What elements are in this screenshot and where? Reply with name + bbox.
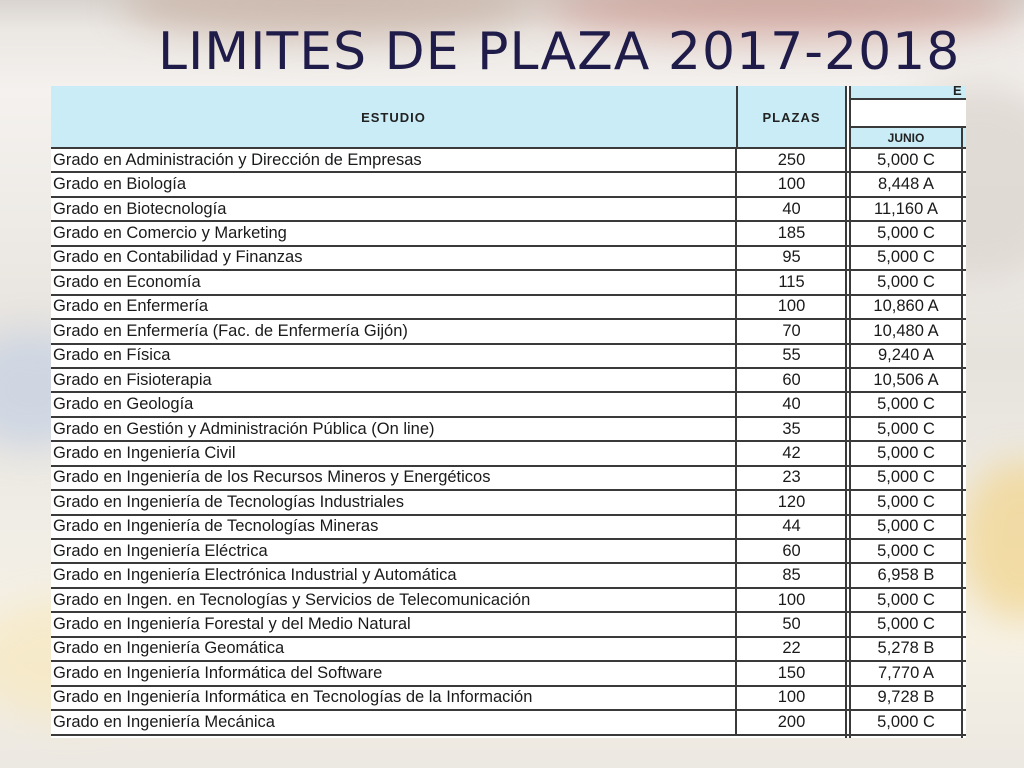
- cell-junio: 5,000 C: [877, 443, 935, 462]
- table-header: [51, 86, 845, 149]
- cell-estudio: Grado en Ingeniería Mecánica: [52, 711, 737, 733]
- table-row: [51, 393, 966, 417]
- cell-plazas: 100: [777, 590, 806, 609]
- table-row: [51, 320, 966, 344]
- cell-plazas: 200: [777, 712, 806, 731]
- cell-plazas: 85: [782, 566, 801, 585]
- cell-plazas: 95: [782, 248, 801, 267]
- cell-plazas: 100: [777, 175, 806, 194]
- header-spacer: [851, 100, 966, 126]
- cell-estudio: Grado en Ingeniería Civil: [52, 442, 737, 464]
- table-row: [51, 296, 966, 320]
- cell-plazas: 35: [782, 419, 801, 438]
- cell-estudio: Grado en Fisioterapia: [52, 369, 737, 391]
- column-header-junio: JUNIO: [887, 130, 925, 145]
- cell-plazas: 50: [782, 615, 801, 634]
- table-row: [51, 662, 966, 686]
- cell-plazas: 70: [782, 321, 801, 340]
- table-row: [51, 687, 966, 711]
- cell-plazas: 44: [782, 517, 801, 536]
- cell-estudio: Grado en Ingeniería Forestal y del Medio Natural: [52, 613, 737, 635]
- table-row: [51, 173, 966, 197]
- plazas-table: [51, 86, 966, 738]
- cell-junio: 5,000 C: [877, 712, 935, 731]
- cell-junio: 5,000 C: [877, 272, 935, 291]
- cell-plazas: 60: [782, 541, 801, 560]
- table-row: [51, 418, 966, 442]
- cell-junio: 5,000 C: [877, 468, 935, 487]
- cell-estudio: Grado en Administración y Dirección de Empresas: [52, 149, 737, 171]
- cell-estudio: Grado en Biología: [52, 173, 737, 195]
- cell-plazas: 115: [778, 272, 805, 291]
- cell-plazas: 250: [777, 150, 806, 169]
- table-row: [51, 638, 966, 662]
- table-body: [51, 149, 966, 736]
- table-row: [51, 516, 966, 540]
- table-row: [51, 247, 966, 271]
- cell-junio: 5,000 C: [877, 492, 935, 511]
- cell-estudio: Grado en Geología: [52, 393, 737, 415]
- page-title: LIMITES DE PLAZA 2017-2018: [158, 22, 961, 82]
- cell-plazas: 40: [782, 395, 801, 414]
- table-row: [51, 442, 966, 466]
- cell-estudio: Grado en Economía: [52, 271, 737, 293]
- cell-junio: 10,506 A: [873, 370, 939, 389]
- table-row: [51, 149, 966, 173]
- cell-junio: 9,240 A: [878, 346, 934, 365]
- cell-estudio: Grado en Ingeniería de Tecnologías Industriales: [52, 491, 737, 513]
- cell-estudio: Grado en Ingeniería Geomática: [52, 638, 737, 660]
- column-header-estudio: ESTUDIO: [51, 86, 738, 149]
- table-row: [51, 540, 966, 564]
- cell-junio: 11,160 A: [874, 199, 938, 218]
- cell-plazas: 55: [782, 346, 801, 365]
- cell-estudio: Grado en Ingeniería Informática del Software: [52, 662, 737, 684]
- cell-junio: 5,278 B: [877, 639, 935, 658]
- cell-plazas: 42: [782, 443, 801, 462]
- table-row: [51, 198, 966, 222]
- cell-junio: 5,000 C: [877, 248, 935, 267]
- cell-plazas: 100: [777, 688, 806, 707]
- cell-estudio: Grado en Ingeniería Informática en Tecnologías de la Información: [52, 687, 737, 709]
- cell-estudio: Grado en Gestión y Administración Pública (On line): [52, 418, 737, 440]
- table-row: [51, 222, 966, 246]
- table-row: [51, 345, 966, 369]
- cell-plazas: 185: [777, 224, 806, 243]
- table-row: [51, 271, 966, 295]
- table-row: [51, 369, 966, 393]
- cell-plazas: 40: [782, 199, 801, 218]
- cell-junio: 5,000 C: [877, 150, 935, 169]
- cell-junio: 5,000 C: [877, 541, 935, 560]
- cell-plazas: 23: [782, 468, 801, 487]
- cell-junio: 5,000 C: [877, 517, 935, 536]
- cell-junio: 8,448 A: [878, 175, 934, 194]
- cell-plazas: 120: [777, 492, 806, 511]
- cell-estudio: Grado en Ingeniería de Tecnologías Mineras: [52, 516, 737, 538]
- cell-junio: 10,860 A: [873, 297, 939, 316]
- cell-plazas: 100: [777, 297, 806, 316]
- table-row: [51, 613, 966, 637]
- cell-estudio: Grado en Comercio y Marketing: [52, 222, 737, 244]
- cell-estudio: Grado en Enfermería (Fac. de Enfermería Gijón): [52, 320, 737, 342]
- cell-plazas: 60: [782, 370, 801, 389]
- background-blur: [960, 460, 1024, 620]
- cell-estudio: Grado en Física: [52, 345, 737, 367]
- cell-estudio: Grado en Contabilidad y Finanzas: [52, 247, 737, 269]
- cell-junio: 5,000 C: [877, 615, 935, 634]
- cell-plazas: 22: [782, 639, 801, 658]
- cell-junio: 7,770 A: [878, 663, 934, 682]
- column-header-plazas: PLAZAS: [762, 110, 821, 125]
- table-row: [51, 711, 966, 735]
- cell-junio: 10,480 A: [873, 321, 939, 340]
- cell-estudio: Grado en Biotecnología: [52, 198, 737, 220]
- cell-junio: 5,000 C: [877, 224, 935, 243]
- table-row: [51, 467, 966, 491]
- cell-junio: 5,000 C: [877, 590, 935, 609]
- cell-junio: 9,728 B: [877, 688, 935, 707]
- table-row: [51, 589, 966, 613]
- cell-estudio: Grado en Ingeniería Eléctrica: [52, 540, 737, 562]
- cell-estudio: Grado en Ingeniería de los Recursos Mineros y Energéticos: [52, 467, 737, 489]
- cell-junio: 6,958 B: [877, 566, 935, 585]
- cell-estudio: Grado en Ingeniería Electrónica Industrial y Automática: [52, 564, 737, 586]
- table-row: [51, 491, 966, 515]
- cell-estudio: Grado en Enfermería: [52, 296, 737, 318]
- table-row: [51, 564, 966, 588]
- cell-estudio: Grado en Ingen. en Tecnologías y Servicios de Telecomunicación: [52, 589, 737, 611]
- cell-junio: 5,000 C: [877, 395, 935, 414]
- group-header-label: E: [953, 86, 962, 98]
- group-header: [851, 86, 966, 100]
- cell-plazas: 150: [777, 663, 806, 682]
- cell-junio: 5,000 C: [877, 419, 935, 438]
